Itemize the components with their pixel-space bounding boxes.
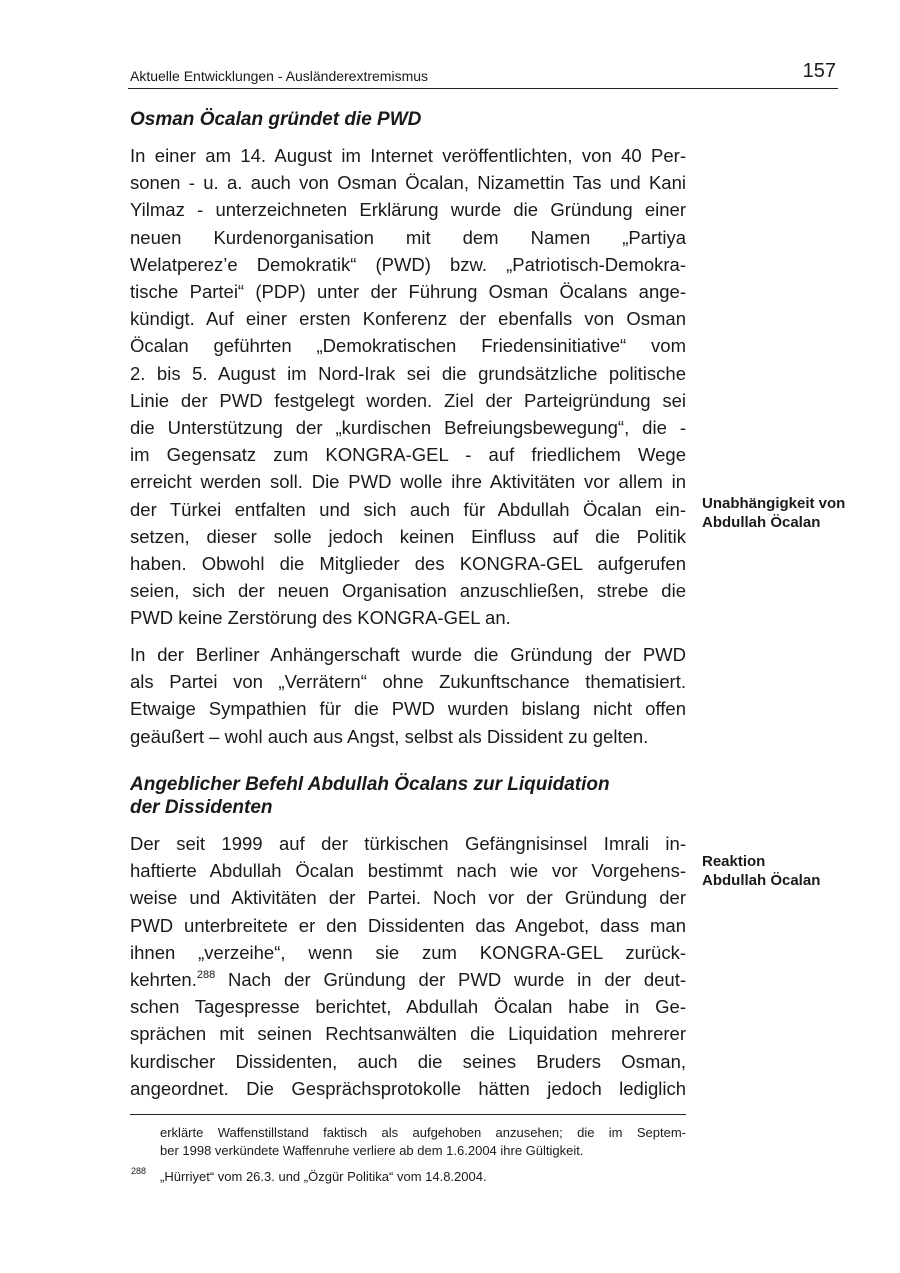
text-line: seien, sich der neuen Organisation anzuschließen, strebe die xyxy=(130,580,686,602)
page-number: 157 xyxy=(802,60,836,82)
text-line: Öcalan geführten „Demokratischen Friedensinitiative“ vom xyxy=(130,335,686,357)
text-line: die Unterstützung der „kurdischen Befreiungsbewegung“, die - xyxy=(130,417,686,439)
text-line: 2. bis 5. August im Nord-Irak sei die grundsätzliche politische xyxy=(130,362,686,384)
text-line: weise und Aktivitäten der Partei. Noch vor der Gründung der xyxy=(130,887,686,909)
text-line: PWD keine Zerstörung des KONGRA-GEL an. xyxy=(130,607,511,629)
margin-note-line: Abdullah Öcalan xyxy=(702,514,821,531)
text-line: haftierte Abdullah Öcalan bestimmt nach wie vor Vorgehens- xyxy=(130,860,686,882)
text-line: schen Tagespresse berichtet, Abdullah Öcalan habe in Ge- xyxy=(130,996,686,1018)
footnote-line: „Hürriyet“ vom 26.3. und „Özgür Politika“ vom 14.8.2004. xyxy=(160,1169,487,1184)
paragraph-abdullah-ocalan xyxy=(130,830,686,1102)
text-line: als Partei von „Verrätern“ ohne Zukunftschance thematisiert. xyxy=(130,671,686,693)
footnote-line: erklärte Waffenstillstand faktisch als aufgehoben anzusehen; die im Septem- xyxy=(160,1125,686,1140)
footnote-number: 288 xyxy=(131,1166,147,1176)
footnote-reference: 288 xyxy=(196,968,216,981)
margin-note-independence xyxy=(702,494,882,532)
section-heading-liquidation xyxy=(130,773,690,819)
text-line: geäußert – wohl auch aus Angst, selbst als Dissident zu gelten. xyxy=(130,725,649,747)
margin-note-line: Reaktion xyxy=(702,853,766,870)
text-segment: kehrten. xyxy=(130,969,197,991)
text-segment: Nach der Gründung der PWD wurde in der deut- xyxy=(228,969,687,991)
text-line: der Türkei entfalten und sich auch für Abdullah Öcalan ein- xyxy=(130,498,686,520)
section-heading-pwd: Osman Öcalan gründet die PWD xyxy=(130,109,422,130)
text-line: Yilmaz - unterzeichneten Erklärung wurde die Gründung einer xyxy=(130,199,686,221)
running-title: Aktuelle Entwicklungen - Ausländerextremismus xyxy=(130,68,429,84)
text-line: PWD unterbreitete er den Dissidenten das Angebot, dass man xyxy=(130,914,686,936)
text-line: Welatperez’e Demokratik“ (PWD) bzw. „Patriotisch-Demokra- xyxy=(130,253,686,275)
heading-line: Angeblicher Befehl Abdullah Öcalans zur Liquidation xyxy=(130,774,610,795)
text-line: kündigt. Auf einer ersten Konferenz der ebenfalls von Osman xyxy=(130,308,686,330)
text-line: ihnen „verzeihe“, wenn sie zum KONGRA-GEL zurück- xyxy=(130,941,686,963)
footnote-continued xyxy=(160,1124,686,1160)
text-line: sprächen mit seinen Rechtsanwälten die Liquidation mehrerer xyxy=(130,1023,686,1045)
text-line xyxy=(130,966,686,993)
footnote-separator xyxy=(130,1114,686,1115)
text-line: neuen Kurdenorganisation mit dem Namen „Partiya xyxy=(130,226,686,248)
text-line: Etwaige Sympathien für die PWD wurden bislang nicht offen xyxy=(130,698,686,720)
page-header xyxy=(128,62,838,89)
text-line: erreicht werden soll. Die PWD wolle ihre Aktivitäten vor allem in xyxy=(130,471,686,493)
paragraph-pwd-founding xyxy=(130,142,686,632)
text-line: Der seit 1999 auf der türkischen Gefängnisinsel Imrali in- xyxy=(130,833,686,854)
text-line: tische Partei“ (PDP) unter der Führung Osman Öcalans ange- xyxy=(130,281,686,303)
heading-line: der Dissidenten xyxy=(130,797,273,818)
text-line: sonen - u. a. auch von Osman Öcalan, Nizamettin Tas und Kani xyxy=(130,172,686,194)
text-line: Linie der PWD festgelegt worden. Ziel der Parteigründung sei xyxy=(130,389,686,411)
text-line: In der Berliner Anhängerschaft wurde die Gründung der PWD xyxy=(130,644,686,665)
paragraph-berlin-supporters xyxy=(130,641,686,750)
footnote-288 xyxy=(160,1168,686,1186)
footnote-line: ber 1998 verkündete Waffenruhe verliere ab dem 1.6.2004 ihre Gültigkeit. xyxy=(160,1143,584,1158)
text-line: setzen, dieser solle jedoch keinen Einfluss auf die Politik xyxy=(130,525,686,547)
text-line: angeordnet. Die Gesprächsprotokolle hätten jedoch lediglich xyxy=(130,1077,686,1099)
text-line: im Gegensatz zum KONGRA-GEL - auf friedlichem Wege xyxy=(130,444,686,466)
margin-note-line: Unabhängigkeit von xyxy=(702,495,846,512)
text-line: kurdischer Dissidenten, auch die seines Bruders Osman, xyxy=(130,1050,686,1072)
margin-note-line: Abdullah Öcalan xyxy=(702,872,821,889)
margin-note-reaction xyxy=(702,852,882,890)
text-line: haben. Obwohl die Mitglieder des KONGRA-GEL aufgerufen xyxy=(130,553,686,575)
text-line: In einer am 14. August im Internet veröffentlichten, von 40 Per- xyxy=(130,145,686,166)
